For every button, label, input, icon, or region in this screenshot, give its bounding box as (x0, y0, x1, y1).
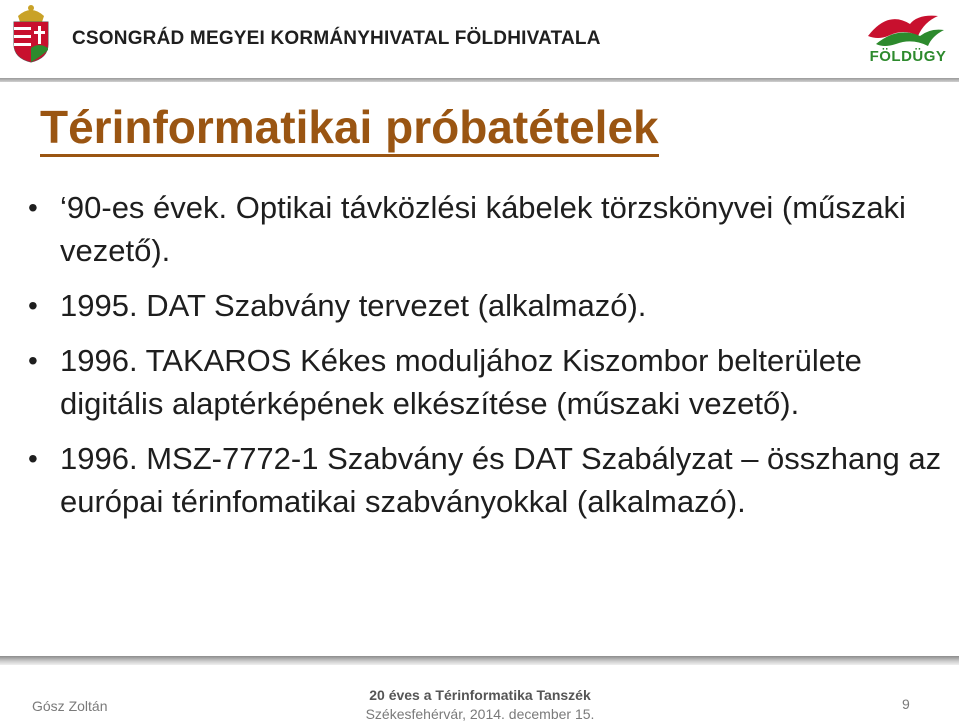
hungarian-coat-of-arms-icon (8, 2, 54, 64)
bullet-list (20, 186, 950, 535)
header-divider (0, 78, 959, 82)
footer-divider (0, 656, 959, 665)
bullet-icon: • (28, 192, 38, 223)
footer-author: Gósz Zoltán (32, 698, 108, 714)
list-item (20, 339, 950, 425)
bullet-text: 1995. DAT Szabvány tervezet (alkalmazó). (60, 288, 647, 323)
list-item (20, 284, 950, 327)
bullet-icon: • (28, 290, 38, 321)
organization-title: CSONGRÁD MEGYEI KORMÁNYHIVATAL FÖLDHIVATALA (72, 28, 601, 49)
bullet-text: ‘90-es évek. Optikai távközlési kábelek törzskönyvei (műszaki vezető). (60, 190, 906, 268)
list-item (20, 437, 950, 523)
slide-title: Térinformatikai próbatételek (40, 100, 659, 157)
bullet-icon: • (28, 345, 38, 376)
bullet-icon: • (28, 443, 38, 474)
bullet-text: 1996. MSZ-7772-1 Szabvány és DAT Szabályzat – összhang az európai térinfomatikai szabványokkal (alkalmazó). (60, 441, 942, 519)
footer-place-date: Székesfehérvár, 2014. december 15. (365, 706, 595, 722)
header (0, 0, 959, 86)
bullet-text: 1996. TAKAROS Kékes moduljához Kiszombor belterülete digitális alaptérképének elkészítése (műszaki vezető). (60, 343, 862, 421)
page-number: 9 (902, 696, 910, 712)
footer-event-title: 20 éves a Térinformatika Tanszék (369, 687, 591, 703)
footer-event (300, 686, 660, 724)
list-item (20, 186, 950, 272)
logo-wordmark: FÖLDÜGY (869, 48, 947, 65)
